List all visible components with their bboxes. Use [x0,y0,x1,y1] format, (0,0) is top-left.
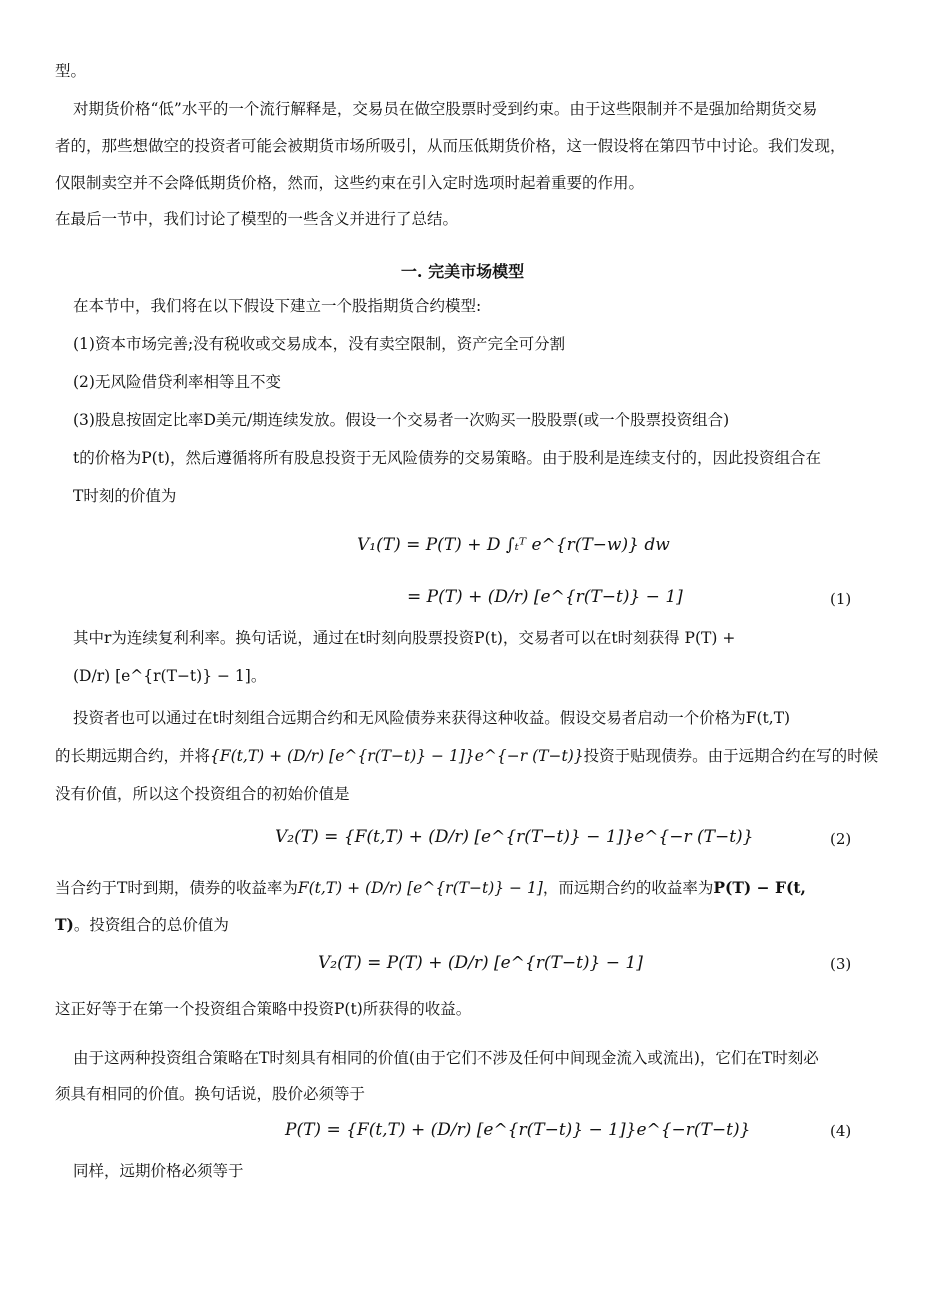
assumption-item: (3)股息按固定比率D美元/期连续发放。假设一个交易者一次购买一股股票(或一个股票投资组合) [73,411,730,429]
text-span: 。投资组合的总价值为 [73,916,229,934]
equation-1-line1: V₁(T) = P(T) + D ∫ₜᵀ e^{r(T−w)} dw [357,535,670,555]
paragraph-line: 仅限制卖空并不会降低期货价格，然而，这些约束在引入定时选项时起着重要的作用。 [55,174,645,192]
paragraph-line: 型。 [55,62,87,80]
paragraph-line: (D/r) [e^{r(T−t)} − 1]。 [73,667,267,685]
paragraph-line: 者的，那些想做空的投资者可能会被期货市场所吸引，从而压低期货价格，这一假设将在第四节中讨论。我们发现， [55,137,846,155]
paragraph-line: 由于这两种投资组合策略在T时刻具有相同的价值(由于它们不涉及任何中间现金流入或流出)，它们在T时刻必 [73,1049,819,1067]
equation-3: V₂(T) = P(T) + (D/r) [e^{r(T−t)} − 1] [318,953,643,973]
bold-formula: T) [55,915,74,934]
equation-2: V₂(T) = {F(t,T) + (D/r) [e^{r(T−t)} − 1]}e^{−r (T−t)} [275,827,754,847]
paragraph-line: T时刻的价值为 [73,487,177,505]
equation-number: (4) [830,1122,852,1140]
paragraph-line: 对期货价格“低”水平的一个流行解释是，交易员在做空股票时受到约束。由于这些限制并不是强加给期货交易 [73,100,818,118]
text-span: 的长期远期合约，并将 [55,747,211,765]
paragraph-line: t的价格为P(t)，然后遵循将所有股息投资于无风险债券的交易策略。由于股利是连续支付的，因此投资组合在 [73,449,821,467]
paragraph-line: 同样，远期价格必须等于 [73,1162,244,1180]
text-span: ，而远期合约的收益率为 [542,879,714,897]
paragraph-line: 其中r为连续复利利率。换句话说，通过在t时刻向股票投资P(t)，交易者可以在t时刻获得 P(T) + [73,629,736,647]
paragraph-line [55,745,878,767]
section-heading: 一. 完美市场模型 [400,262,525,281]
equation-1-line2: = P(T) + (D/r) [e^{r(T−t)} − 1] [407,587,683,607]
paragraph-line [55,877,806,899]
paragraph-line: 在本节中，我们将在以下假设下建立一个股指期货合约模型: [73,297,482,315]
equation-number: (3) [830,955,852,973]
paragraph-line: 在最后一节中，我们讨论了模型的一些含义并进行了总结。 [55,210,459,228]
inline-formula: F(t,T) + (D/r) [e^{r(T−t)} − 1] [297,879,543,897]
equation-number: (2) [830,830,852,848]
paragraph-line [55,914,229,936]
paragraph-line: 须具有相同的价值。换句话说，股价必须等于 [55,1085,366,1103]
equation-number: (1) [830,590,852,608]
paragraph-line: 这正好等于在第一个投资组合策略中投资P(t)所获得的收益。 [55,1000,472,1018]
paragraph-line: 没有价值，所以这个投资组合的初始价值是 [55,785,350,803]
assumption-item: (2)无风险借贷利率相等且不变 [73,373,281,391]
text-span: 当合约于T时到期，债券的收益率为 [55,879,298,897]
assumption-item: (1)资本市场完善;没有税收或交易成本，没有卖空限制，资产完全可分割 [73,335,566,353]
paragraph-line: 投资者也可以通过在t时刻组合远期合约和无风险债券来获得这种收益。假设交易者启动一个价格为F(t,T) [73,709,791,727]
text-span: 投资于贴现债券。由于远期合约在写的时候 [583,747,879,765]
equation-4: P(T) = {F(t,T) + (D/r) [e^{r(T−t)} − 1]}e^{−r(T−t)} [285,1120,751,1140]
bold-formula: P(T) − F(t, [713,878,806,897]
inline-formula: {F(t,T) + (D/r) [e^{r(T−t)} − 1]}e^{−r (T−t)} [210,747,584,765]
